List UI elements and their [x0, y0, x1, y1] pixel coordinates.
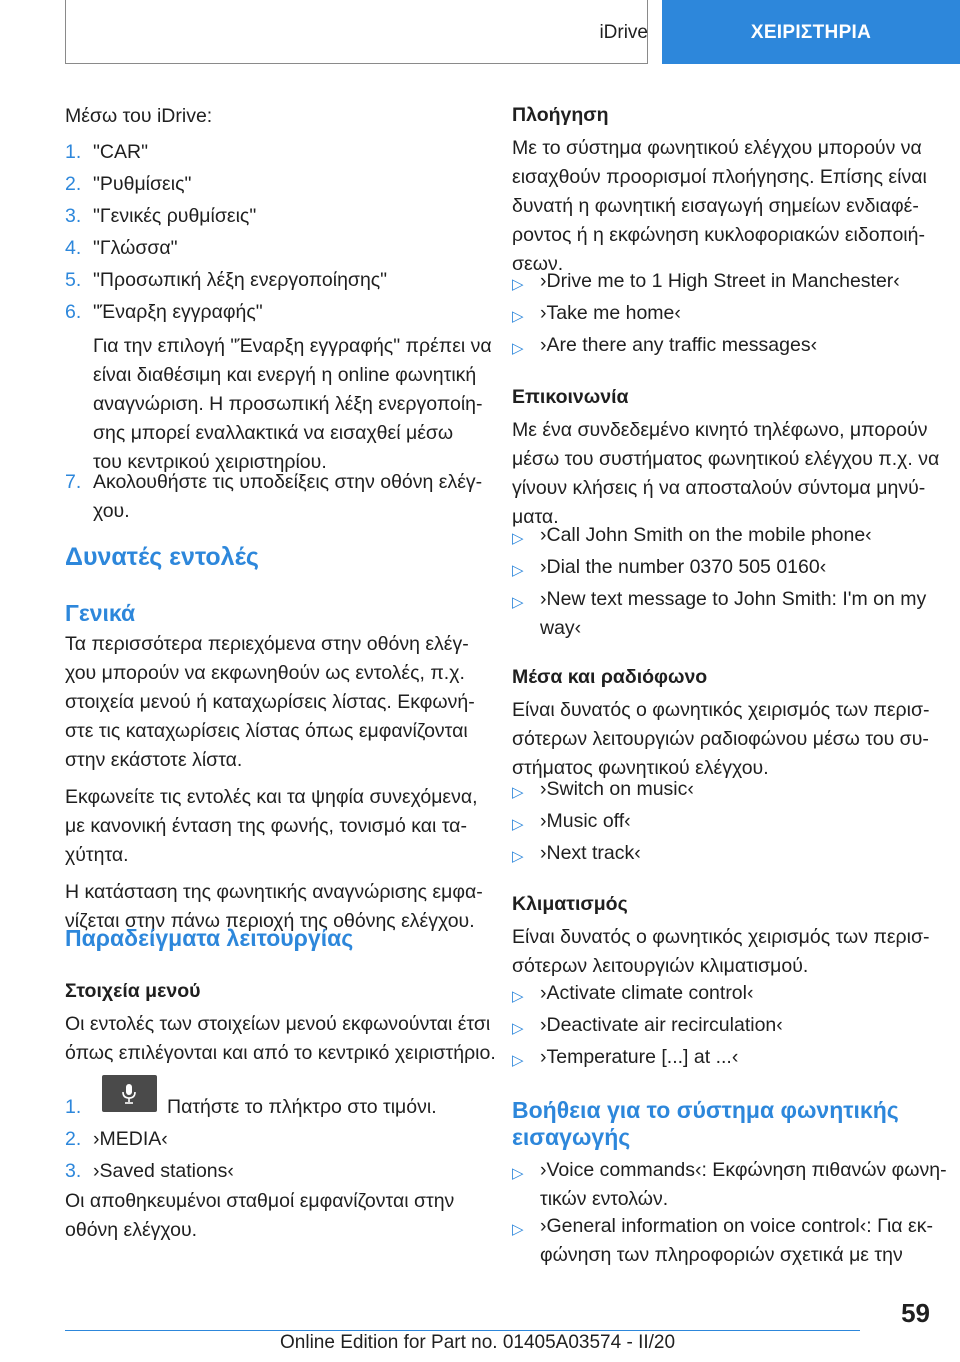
triangle-bullet-icon: ▷ — [512, 562, 524, 579]
paragraph-line: με κανονική ένταση της φωνής, τονισμό και τα- — [65, 815, 467, 837]
step-number: 3. — [65, 1160, 82, 1182]
heading-navigation: Πλοήγηση — [512, 104, 609, 126]
paragraph-line: Εκφωνείτε τις εντολές και τα ψηφία συνεχόμενα, — [65, 786, 478, 808]
triangle-bullet-icon: ▷ — [512, 988, 524, 1005]
voice-command-example: ›Are there any traffic messages‹ — [540, 334, 818, 356]
voice-command-example: ›Music off‹ — [540, 810, 631, 832]
paragraph-line: μέσω του συστήματος φωνητικού ελέγχου π.χ. να — [512, 448, 940, 470]
voice-command-example: ›New text message to John Smith: I'm on my — [540, 588, 927, 610]
paragraph-line: Η κατάσταση της φωνητικής αναγνώρισης εμφα- — [65, 881, 483, 903]
microphone-icon — [121, 1083, 137, 1105]
triangle-bullet-icon: ▷ — [512, 308, 524, 325]
step-text: ›Saved stations‹ — [93, 1160, 234, 1182]
heading-media-radio: Μέσα και ραδιόφωνο — [512, 666, 708, 688]
heading-possible-commands: Δυνατές εντολές — [65, 543, 259, 571]
triangle-bullet-icon: ▷ — [512, 340, 524, 357]
heading-voice-help: εισαγωγής — [512, 1124, 631, 1150]
voice-command-example: τικών εντολών. — [540, 1188, 669, 1210]
triangle-bullet-icon: ▷ — [512, 1020, 524, 1037]
paragraph-line: ροντος ή η εκφώνηση κυκλοφοριακών ειδοποιή- — [512, 224, 925, 246]
heading-general: Γενικά — [65, 600, 136, 626]
voice-command-example: ›Next track‹ — [540, 842, 641, 864]
heading-menu-items: Στοιχεία μενού — [65, 980, 201, 1002]
paragraph-line: Με ένα συνδεδεμένο κινητό τηλέφωνο, μπορούν — [512, 419, 928, 441]
step6-note-line: είναι διαθέσιμη και ενεργή η online φωνητική — [93, 364, 477, 386]
step-number: 6. — [65, 301, 82, 323]
intro-text: Μέσω του iDrive: — [65, 105, 213, 127]
header-chapter-tab: ΧΕΙΡΙΣΤΗΡΙΑ — [662, 0, 960, 64]
voice-command-example: way‹ — [540, 617, 582, 639]
triangle-bullet-icon: ▷ — [512, 1221, 524, 1238]
paragraph-line: Είναι δυνατός ο φωνητικός χειρισμός των περισ- — [512, 699, 930, 721]
paragraph-line: Οι εντολές των στοιχείων μενού εκφωνούνται έτσι — [65, 1013, 491, 1035]
heading-communication: Επικοινωνία — [512, 386, 629, 408]
footer-divider — [65, 1330, 860, 1331]
step-text: Πατήστε το πλήκτρο στο τιμόνι. — [167, 1096, 437, 1118]
voice-button-image — [102, 1075, 157, 1112]
step-text: "CAR" — [93, 141, 149, 163]
step-text: ›MEDIA‹ — [93, 1128, 168, 1150]
paragraph-line: Τα περισσότερα περιεχόμενα στην οθόνη ελέγ- — [65, 633, 469, 655]
step-number: 1. — [65, 1096, 82, 1118]
triangle-bullet-icon: ▷ — [512, 276, 524, 293]
step-text: "Γενικές ρυθμίσεις" — [93, 205, 257, 227]
voice-command-example: ›Deactivate air recirculation‹ — [540, 1014, 783, 1036]
paragraph-line: όπως επιλέγονται και από το κεντρικό χειριστήριο. — [65, 1042, 496, 1064]
triangle-bullet-icon: ▷ — [512, 594, 524, 611]
paragraph-line: στην εκάστοτε λίστα. — [65, 749, 243, 771]
step-number: 4. — [65, 237, 82, 259]
footer-edition-text: Online Edition for Part no. 01405A03574 - II/20 — [280, 1332, 676, 1353]
step-number: 5. — [65, 269, 82, 291]
step-text: χου. — [93, 500, 130, 522]
page-number: 59 — [901, 1298, 930, 1328]
step6-note-line: σης μπορεί εναλλακτικά να εισαχθεί μέσω — [93, 422, 454, 444]
paragraph-line: στοιχεία μενού ή καταχωρίσεις λίστας. Εκφωνή- — [65, 691, 475, 713]
paragraph-line: σότερων λειτουργιών κλιματισμού. — [512, 955, 809, 977]
paragraph-line: χου μπορούν να εκφωνηθούν ως εντολές, π.χ. — [65, 662, 465, 684]
paragraph-line: σότερων λειτουργιών ραδιοφώνου μέσω του συ- — [512, 728, 929, 750]
triangle-bullet-icon: ▷ — [512, 1165, 524, 1182]
step-text: Ακολουθήστε τις υποδείξεις στην οθόνη ελέγ- — [93, 471, 483, 493]
step-number: 3. — [65, 205, 82, 227]
voice-command-example: ›Call John Smith on the mobile phone‹ — [540, 524, 872, 546]
voice-command-example: ›Switch on music‹ — [540, 778, 694, 800]
triangle-bullet-icon: ▷ — [512, 816, 524, 833]
step-text: "Προσωπική λέξη ενεργοποίησης" — [93, 269, 388, 291]
voice-command-example: ›Take me home‹ — [540, 302, 681, 324]
paragraph-line: οθόνη ελέγχου. — [65, 1219, 198, 1241]
voice-command-example: ›Dial the number 0370 505 0160‹ — [540, 556, 827, 578]
voice-command-example: ›General information on voice control‹: Για εκ- — [540, 1215, 933, 1237]
heading-function-examples: Παραδείγματα λειτουργίας — [65, 925, 354, 951]
paragraph-line: εισαχθούν προορισμοί πλοήγησης. Επίσης είναι — [512, 166, 927, 188]
paragraph-line: δυνατή η φωνητική εισαγωγή σημείων ενδιαφέ- — [512, 195, 919, 217]
step-text: "Ρυθμίσεις" — [93, 173, 192, 195]
triangle-bullet-icon: ▷ — [512, 848, 524, 865]
heading-climate: Κλιματισμός — [512, 893, 628, 915]
step-number: 2. — [65, 173, 82, 195]
step6-note-line: Για την επιλογή "Έναρξη εγγραφής" πρέπει να — [93, 335, 492, 357]
heading-voice-help: Βοήθεια για το σύστημα φωνητικής — [512, 1097, 899, 1123]
paragraph-line: ματα. — [512, 506, 559, 528]
voice-command-example: φώνηση των πληροφοριών σχετικά με την — [540, 1244, 903, 1266]
paragraph-line: Οι αποθηκευμένοι σταθμοί εμφανίζονται στην — [65, 1190, 455, 1212]
triangle-bullet-icon: ▷ — [512, 530, 524, 547]
paragraph-line: Είναι δυνατός ο φωνητικός χειρισμός των περισ- — [512, 926, 930, 948]
paragraph-line: Με το σύστημα φωνητικού ελέγχου μπορούν να — [512, 137, 922, 159]
step6-note-line: του κεντρικού χειριστηρίου. — [93, 451, 327, 473]
step-number: 7. — [65, 471, 82, 493]
paragraph-line: χύτητα. — [65, 844, 129, 866]
step-number: 1. — [65, 141, 82, 163]
paragraph-line: στε τις καταχωρίσεις λίστας όπως εμφανίζονται — [65, 720, 468, 742]
step-number: 2. — [65, 1128, 82, 1150]
voice-command-example: ›Voice commands‹: Εκφώνηση πιθανών φωνη- — [540, 1159, 947, 1181]
step-text: "Γλώσσα" — [93, 237, 178, 259]
triangle-bullet-icon: ▷ — [512, 1052, 524, 1069]
paragraph-line: σεων. — [512, 253, 564, 275]
header-section-title: iDrive — [599, 22, 648, 43]
paragraph-line: γίνουν κλήσεις ή να αποσταλούν σύντομα μηνύ- — [512, 477, 926, 499]
triangle-bullet-icon: ▷ — [512, 784, 524, 801]
paragraph-line: νίζεται στην πάνω περιοχή της οθόνης ελέγχου. — [65, 910, 475, 932]
paragraph-line: στήματος φωνητικού ελέγχου. — [512, 757, 769, 779]
step6-note-line: αναγνώριση. Η προσωπική λέξη ενεργοποίη- — [93, 393, 483, 415]
voice-command-example: ›Activate climate control‹ — [540, 982, 754, 1004]
voice-command-example: ›Temperature [...] at ...‹ — [540, 1046, 739, 1068]
voice-command-example: ›Drive me to 1 High Street in Manchester‹ — [540, 270, 900, 292]
step-text: "Έναρξη εγγραφής" — [93, 301, 263, 323]
